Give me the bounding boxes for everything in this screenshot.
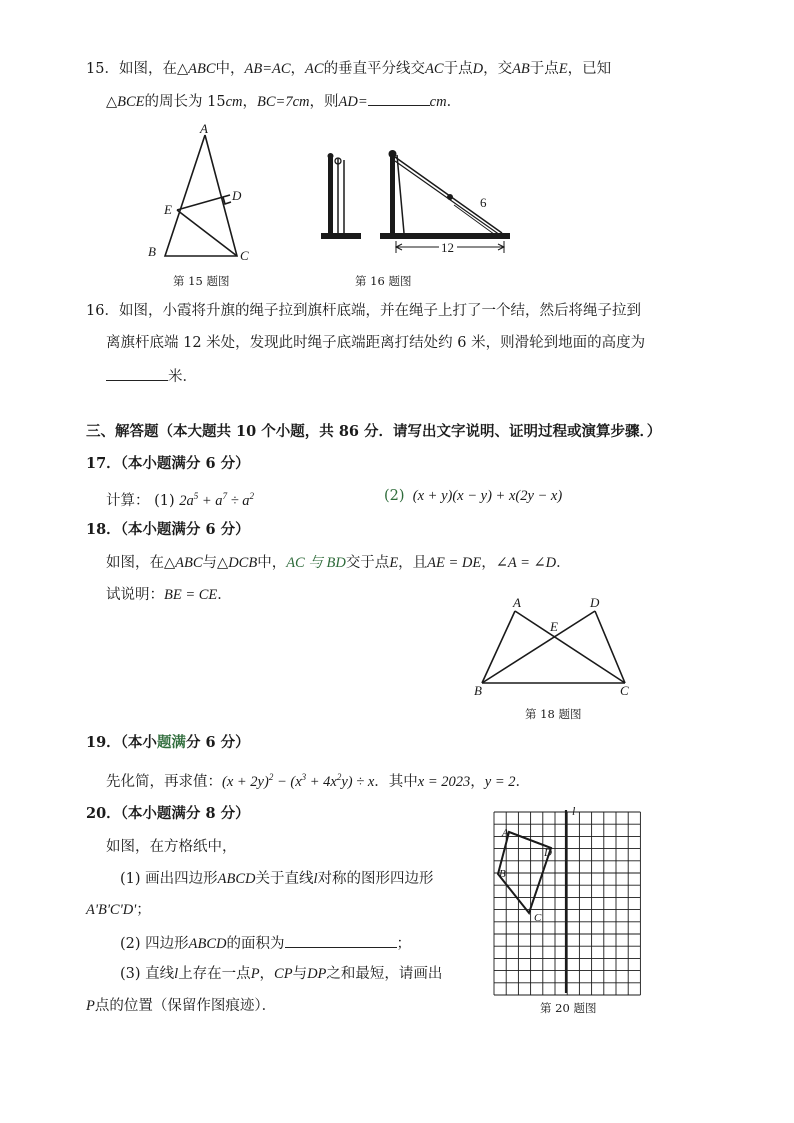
q16-answer-blank[interactable] bbox=[106, 366, 168, 381]
fig18-label-b: B bbox=[474, 683, 482, 698]
q16-line-2: 离旗杆底端 12 米处，发现此时绳子底端距离打结处约 6 米，则滑轮到地面的高度为 bbox=[106, 335, 646, 351]
q15-line-2: △BCE的周长为 15cm，BC=7cm，则AD= cm． bbox=[106, 91, 461, 111]
q20-intro: 如图，在方格纸中， bbox=[106, 839, 237, 855]
fig20-label-c: C bbox=[534, 912, 542, 924]
q20-header: 20．（本小题满分 8 分） bbox=[86, 805, 250, 822]
q15-answer-blank[interactable] bbox=[368, 91, 430, 106]
q18-line-1: 如图，在△ABC与△DCB中，AC 与 BD交于点E，且AE = DE，∠A = ∠D． bbox=[106, 555, 571, 571]
q16-caption: 第 16 题图 bbox=[355, 274, 412, 288]
q18-line-2: 试说明：BE = CE． bbox=[106, 587, 232, 603]
fig15-label-b: B bbox=[148, 244, 156, 259]
fig15-label-a: A bbox=[200, 121, 208, 136]
q20-step-2: (2) 四边形ABCD的面积为 ； bbox=[120, 933, 411, 953]
fig20-label-a: A bbox=[502, 827, 509, 839]
q17-part-2: (2) (x + y)(x − y) + x(2y − x) bbox=[384, 488, 563, 504]
section-3-title: 三、解答题（本大题共 10 个小题，共 86 分．请写出文字说明、证明过程或演算步骤．） bbox=[86, 423, 662, 440]
q18-header: 18．（本小题满分 6 分） bbox=[86, 521, 250, 538]
fig20-label-b: B bbox=[499, 868, 506, 880]
q17-line: 计算： (1) $2a^5 + a^7 \div a^2$ bbox=[106, 491, 255, 509]
q20-caption: 第 20 题图 bbox=[540, 1001, 597, 1015]
q20-step-1: (1) 画出四边形ABCD关于直线l对称的图形四边形 bbox=[120, 871, 434, 887]
fig18-label-c: C bbox=[620, 683, 629, 698]
fig18-label-e: E bbox=[550, 619, 558, 634]
q20-step-3: (3) 直线l上存在一点P，CP与DP之和最短，请画出 bbox=[120, 966, 443, 982]
q19-header: 19．（本小题满分 6 分） bbox=[86, 734, 250, 751]
fig15-label-d: D bbox=[232, 188, 242, 203]
q16-line-1: 16．如图，小霞将升旗的绳子拉到旗杆底端，并在绳子上打了一个结，然后将绳子拉到 bbox=[86, 303, 641, 319]
q20-area-blank[interactable] bbox=[285, 933, 397, 948]
fig20-label-l: l bbox=[572, 804, 576, 818]
q19-line: 先化简，再求值：$(x + 2y)^2 - (x^3 + 4x^2y) \div x$．其中x = 2023，y = 2． bbox=[106, 772, 531, 790]
q17-header: 17．（本小题满分 6 分） bbox=[86, 455, 250, 472]
figure-20 bbox=[492, 804, 652, 995]
fig15-label-e: E bbox=[164, 202, 172, 217]
fig20-label-d: D bbox=[544, 847, 552, 859]
q20-step-3-cont: P点的位置（保留作图痕迹）． bbox=[86, 998, 277, 1014]
fig15-label-c: C bbox=[240, 248, 249, 263]
figure-15 bbox=[140, 120, 260, 263]
q20-step-1-cont: A'B'C'D'； bbox=[86, 902, 151, 918]
fig18-label-a: A bbox=[513, 595, 521, 610]
figure-16 bbox=[318, 145, 518, 260]
fig18-label-d: D bbox=[590, 595, 600, 610]
figure-18 bbox=[470, 595, 640, 700]
fig16-label-6: 6 bbox=[480, 195, 487, 210]
fig16-label-12: 12 bbox=[441, 240, 454, 255]
q16-line-3: 米． bbox=[106, 366, 197, 386]
q18-caption: 第 18 题图 bbox=[525, 707, 582, 721]
q15-line-1: 15．如图，在△ABC中，AB=AC，AC的垂直平分线交AC于点D，交AB于点E，已知 bbox=[86, 61, 612, 77]
q15-caption: 第 15 题图 bbox=[173, 274, 230, 288]
